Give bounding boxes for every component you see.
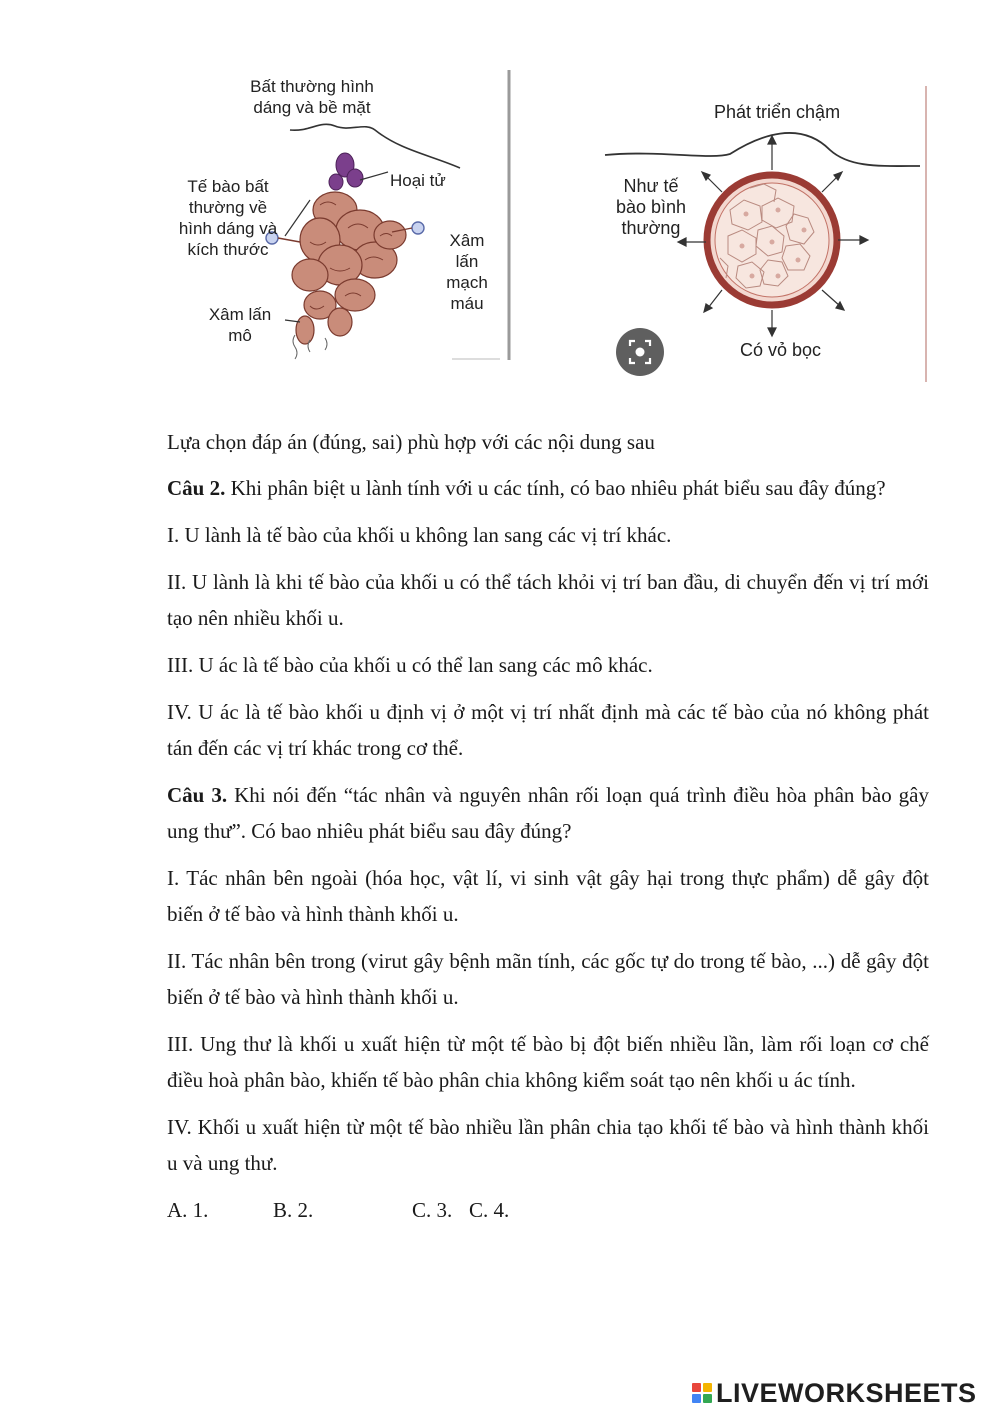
label-like-normal-cells: Như tế bào bình thường xyxy=(615,176,687,238)
label-encapsulated: Có vỏ bọc xyxy=(740,340,822,360)
q2-statement-1: I. U lành là tế bào của khối u không lan sang các vị trí khác. xyxy=(167,523,672,547)
liveworksheets-logo[interactable] xyxy=(692,1376,977,1410)
question-2 xyxy=(167,470,929,506)
question-3-text: Khi nói đến “tác nhân và nguyên nhân rối loạn quá trình điều hòa phân bào gây ung thư”. Có bao nhiêu phát biểu sau đây đúng? xyxy=(167,783,929,843)
question-3-number: Câu 3. xyxy=(167,783,228,807)
question-3 xyxy=(167,777,929,849)
question-2-text: Khi phân biệt u lành tính với u các tính, có bao nhiêu phát biểu sau đây đúng? xyxy=(225,476,886,500)
answer-options xyxy=(167,1192,929,1228)
answer-option-a[interactable]: A. 1. xyxy=(167,1198,209,1222)
label-vessel-invasion: Xâm lấn mạch máu xyxy=(446,231,488,313)
q2-statement-4: IV. U ác là tế bào khối u định vị ở một vị trí nhất định mà các tế bào của nó không phát tán đến các vị trí khác trong cơ thể. xyxy=(167,700,929,760)
q3-statement-2: II. Tác nhân bên trong (virut gây bệnh mãn tính, các gốc tự do trong tế bào, ...) dễ gây đột biến ở tế bào và hình thành khối u. xyxy=(167,949,929,1009)
logo-square-3 xyxy=(692,1394,701,1403)
label-abnormal-cells: Tế bào bất thường về hình dáng và kích thước xyxy=(178,177,278,259)
label-necrosis: Hoại tử xyxy=(390,171,446,190)
worksheet-content xyxy=(167,424,929,1228)
answer-option-d[interactable]: C. 4. xyxy=(469,1198,510,1222)
label-abnormal-shape-surface: Bất thường hình dáng và bề mặt xyxy=(250,77,374,117)
logo-square-2 xyxy=(703,1383,712,1392)
liveworksheets-logo-icon xyxy=(692,1383,712,1403)
logo-square-1 xyxy=(692,1383,701,1392)
answer-option-b[interactable]: B. 2. xyxy=(273,1198,314,1222)
q2-statement-2: II. U lành là khi tế bào của khối u có thể tách khỏi vị trí ban đầu, di chuyển đến vị trí mới tạo nên nhiều khối u. xyxy=(167,570,929,630)
q2-statement-3: III. U ác là tế bào của khối u có thể lan sang các mô khác. xyxy=(167,653,653,677)
q3-statement-3: III. Ung thư là khối u xuất hiện từ một tế bào bị đột biến nhiều lần, làm rối loạn cơ chế điều hoà phân bào, khiến tế bào phân chia không kiểm soát tạo nên khối u ác tính. xyxy=(167,1032,929,1092)
malignant-tumor-figure xyxy=(160,60,520,370)
benign-tumor-figure xyxy=(600,80,935,385)
q3-statement-1: I. Tác nhân bên ngoài (hóa học, vật lí, vi sinh vật gây hại trong thực phẩm) dễ gây đột biến ở tế bào và hình thành khối u. xyxy=(167,866,929,926)
q3-statement-4: IV. Khối u xuất hiện từ một tế bào nhiều lần phân chia tạo khối tế bào và hình thành khối u và ung thư. xyxy=(167,1115,929,1175)
answer-option-c[interactable]: C. 3. xyxy=(412,1198,453,1222)
logo-square-4 xyxy=(703,1394,712,1403)
liveworksheets-logo-text: LIVEWORKSHEETS xyxy=(716,1377,977,1408)
label-slow-growth: Phát triển chậm xyxy=(714,102,841,122)
label-tissue-invasion: Xâm lấn mô xyxy=(208,305,272,345)
question-2-number: Câu 2. xyxy=(167,476,226,500)
instruction-text: Lựa chọn đáp án (đúng, sai) phù hợp với các nội dung sau xyxy=(167,430,655,454)
